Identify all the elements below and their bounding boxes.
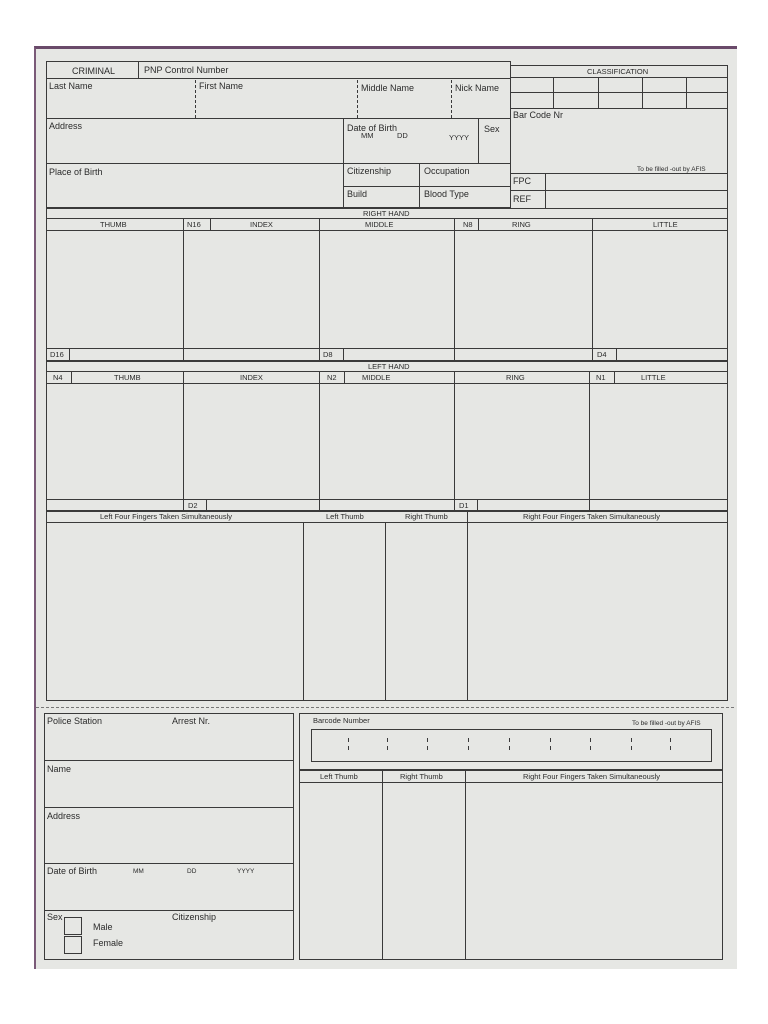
lh-middle-label: MIDDLE — [362, 373, 391, 382]
rh-little-print-box[interactable] — [593, 231, 727, 348]
lh-n4-label: N4 — [53, 373, 63, 382]
lh-ring-label: RING — [506, 373, 525, 382]
lh-n2-label: N2 — [327, 373, 337, 382]
left-hand-title: LEFT HAND — [368, 362, 410, 371]
bottom-dob-label[interactable]: Date of Birth — [47, 866, 98, 876]
left-four-label: Left Four Fingers Taken Simultaneously — [100, 512, 233, 521]
bottom-left-thumb-print-box[interactable] — [300, 783, 381, 959]
barcode-field[interactable] — [311, 729, 712, 762]
lh-thumb-label: THUMB — [114, 373, 141, 382]
lh-d2-label: D2 — [188, 501, 198, 510]
rh-thumb-label: THUMB — [100, 220, 127, 229]
bottom-address-label[interactable]: Address — [47, 811, 81, 821]
sim-right-thumb-print-box[interactable] — [386, 523, 466, 700]
bottom-right-thumb-print-box[interactable] — [383, 783, 464, 959]
right-four-print-box[interactable] — [468, 523, 727, 700]
rh-ring-label: RING — [512, 220, 531, 229]
fpc-label[interactable]: FPC — [513, 176, 531, 186]
rh-d4-label: D4 — [597, 350, 607, 359]
address-label[interactable]: Address — [49, 121, 83, 131]
lh-little-label: LITTLE — [641, 373, 666, 382]
lh-thumb-print-box[interactable] — [47, 384, 182, 499]
place-of-birth-label[interactable]: Place of Birth — [49, 167, 103, 177]
afis-note-bottom: To be filled -out by AFIS — [632, 720, 701, 727]
rh-n16-label: N16 — [187, 220, 201, 229]
sim-left-thumb-label: Left Thumb — [326, 512, 364, 521]
bottom-sex-label: Sex — [47, 912, 63, 922]
afis-note-top: To be filled -out by AFIS — [637, 166, 706, 173]
first-name-label[interactable]: First Name — [199, 81, 244, 91]
lh-index-print-box[interactable] — [184, 384, 318, 499]
sim-left-thumb-print-box[interactable] — [304, 523, 384, 700]
rh-d16-label: D16 — [50, 350, 64, 359]
ref-label[interactable]: REF — [513, 194, 531, 204]
nick-name-label[interactable]: Nick Name — [455, 83, 500, 93]
middle-name-label[interactable]: Middle Name — [361, 83, 415, 93]
rh-middle-label: MIDDLE — [365, 220, 394, 229]
pnp-control-label[interactable]: PNP Control Number — [144, 65, 229, 75]
rh-index-print-box[interactable] — [184, 231, 318, 348]
right-hand-title: RIGHT HAND — [363, 209, 410, 218]
bottom-right-thumb-label: Right Thumb — [400, 772, 443, 781]
rh-ring-print-box[interactable] — [455, 231, 591, 348]
police-station-label[interactable]: Police Station — [47, 716, 103, 726]
dob-mm-label: MM — [361, 131, 374, 140]
lh-ring-print-box[interactable] — [455, 384, 588, 499]
bottom-dob-mm-label: MM — [133, 868, 144, 875]
bottom-right-four-label: Right Four Fingers Taken Simultaneously — [523, 772, 661, 781]
left-four-print-box[interactable] — [47, 523, 302, 700]
criminal-label: CRIMINAL — [72, 66, 116, 76]
rh-middle-print-box[interactable] — [320, 231, 453, 348]
rh-thumb-print-box[interactable] — [47, 231, 182, 348]
bottom-citizenship-label[interactable]: Citizenship — [172, 912, 217, 922]
sex-label[interactable]: Sex — [484, 124, 500, 134]
male-checkbox[interactable] — [64, 917, 82, 935]
rh-index-label: INDEX — [250, 220, 273, 229]
lh-index-label: INDEX — [240, 373, 263, 382]
female-label: Female — [93, 938, 124, 948]
right-four-label: Right Four Fingers Taken Simultaneously — [523, 512, 661, 521]
citizenship-label[interactable]: Citizenship — [347, 166, 392, 176]
lh-n1-label: N1 — [596, 373, 606, 382]
build-label[interactable]: Build — [347, 189, 368, 199]
sim-right-thumb-label: Right Thumb — [405, 512, 448, 521]
lh-d1-label: D1 — [459, 501, 469, 510]
bar-code-label[interactable]: Bar Code Nr — [513, 110, 564, 120]
bottom-name-label[interactable]: Name — [47, 764, 72, 774]
bottom-left-thumb-label: Left Thumb — [320, 772, 358, 781]
bottom-dob-dd-label: DD — [187, 868, 197, 875]
bar-code-box — [510, 108, 728, 209]
male-label: Male — [93, 922, 113, 932]
arrest-nr-label[interactable]: Arrest Nr. — [172, 716, 211, 726]
bottom-right-four-print-box[interactable] — [466, 783, 722, 959]
barcode-number-label: Barcode Number — [313, 716, 370, 725]
blood-type-label[interactable]: Blood Type — [424, 189, 469, 199]
rh-n8-label: N8 — [463, 220, 473, 229]
rh-little-label: LITTLE — [653, 220, 678, 229]
perforation-line — [36, 707, 734, 708]
last-name-label[interactable]: Last Name — [49, 81, 93, 91]
lh-middle-print-box[interactable] — [320, 384, 453, 499]
lh-little-print-box[interactable] — [590, 384, 727, 499]
dob-label[interactable]: Date of Birth — [347, 123, 398, 133]
occupation-label[interactable]: Occupation — [424, 166, 470, 176]
female-checkbox[interactable] — [64, 936, 82, 954]
classification-title: CLASSIFICATION — [587, 67, 649, 76]
rh-d8-label: D8 — [323, 350, 333, 359]
bottom-dob-yyyy-label: YYYY — [237, 868, 255, 875]
dob-yyyy-label: YYYY — [449, 133, 470, 142]
dob-dd-label: DD — [397, 131, 408, 140]
